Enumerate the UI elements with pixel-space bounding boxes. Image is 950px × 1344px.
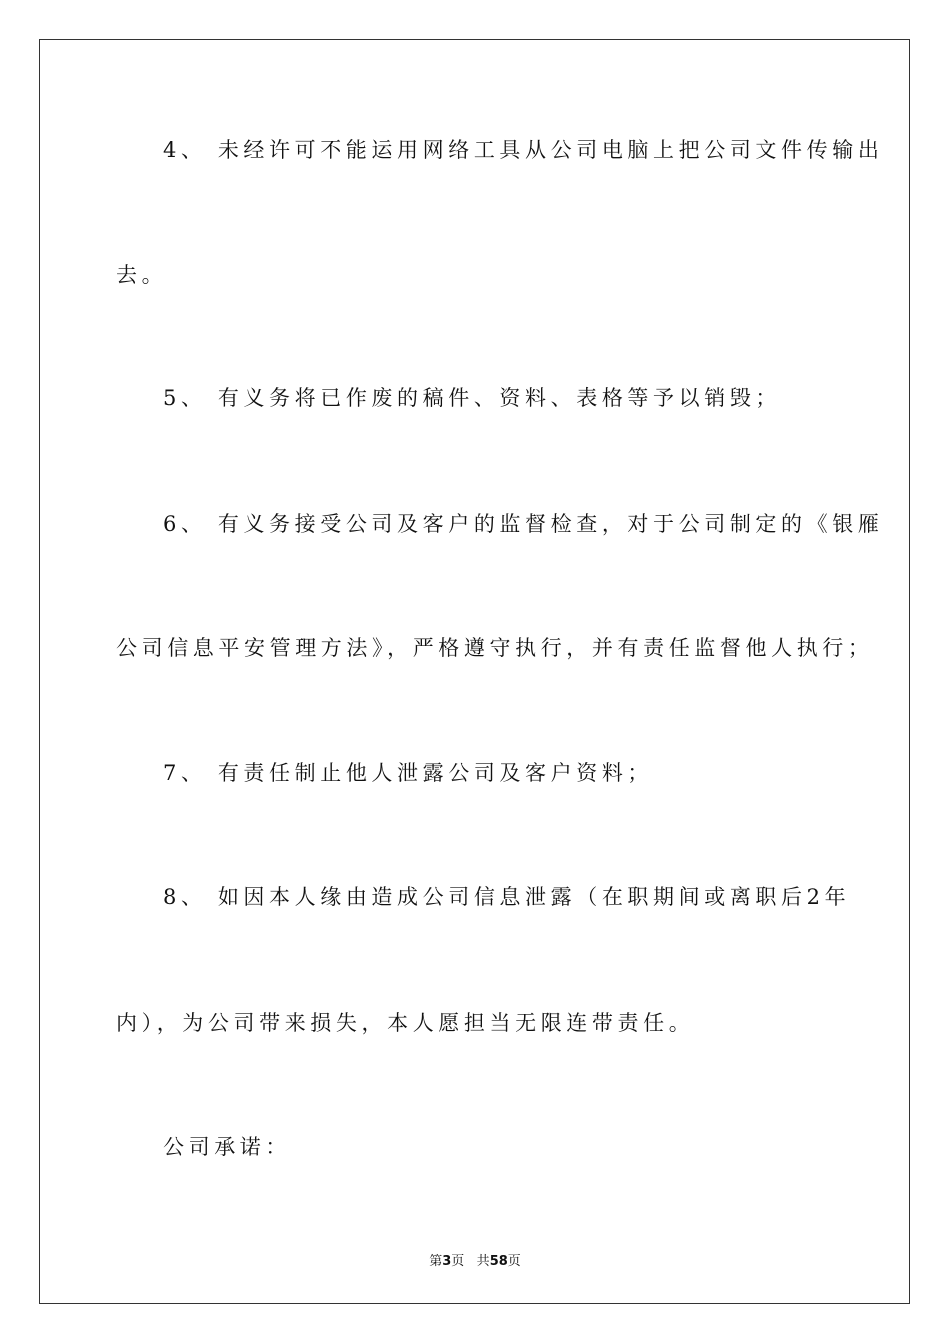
footer-prefix: 第 (429, 1254, 443, 1269)
item-6-line-2: 公司信息平安管理方法》，严格遵守执行，并有责任监督他人执行； (116, 636, 874, 660)
page-footer (0, 1250, 950, 1269)
item-6-line-1: 6、 有义务接受公司及客户的监督检查，对于公司制定的《银雁 (163, 512, 884, 536)
item-8-line-1: 8、 如因本人缘由造成公司信息泄露（在职期间或离职后2年 (163, 885, 851, 909)
page-border (39, 39, 910, 1304)
footer-total-prefix: 共 (476, 1254, 490, 1269)
footer-total-pages: 58 (489, 1254, 508, 1269)
company-commitment-heading: 公司承诺： (163, 1135, 291, 1159)
item-8-line-2: 内），为公司带来损失，本人愿担当无限连带责任。 (116, 1011, 695, 1035)
footer-current-page: 3 (442, 1254, 452, 1269)
item-5: 5、 有义务将已作废的稿件、资料、表格等予以销毁； (163, 386, 782, 410)
item-4-line-1: 4、 未经许可不能运用网络工具从公司电脑上把公司文件传输出 (163, 138, 884, 162)
footer-total-unit: 页 (507, 1254, 521, 1269)
item-7: 7、 有责任制止他人泄露公司及客户资料； (163, 761, 654, 785)
item-4-line-2: 去。 (116, 263, 168, 287)
footer-page-unit: 页 (451, 1254, 465, 1269)
